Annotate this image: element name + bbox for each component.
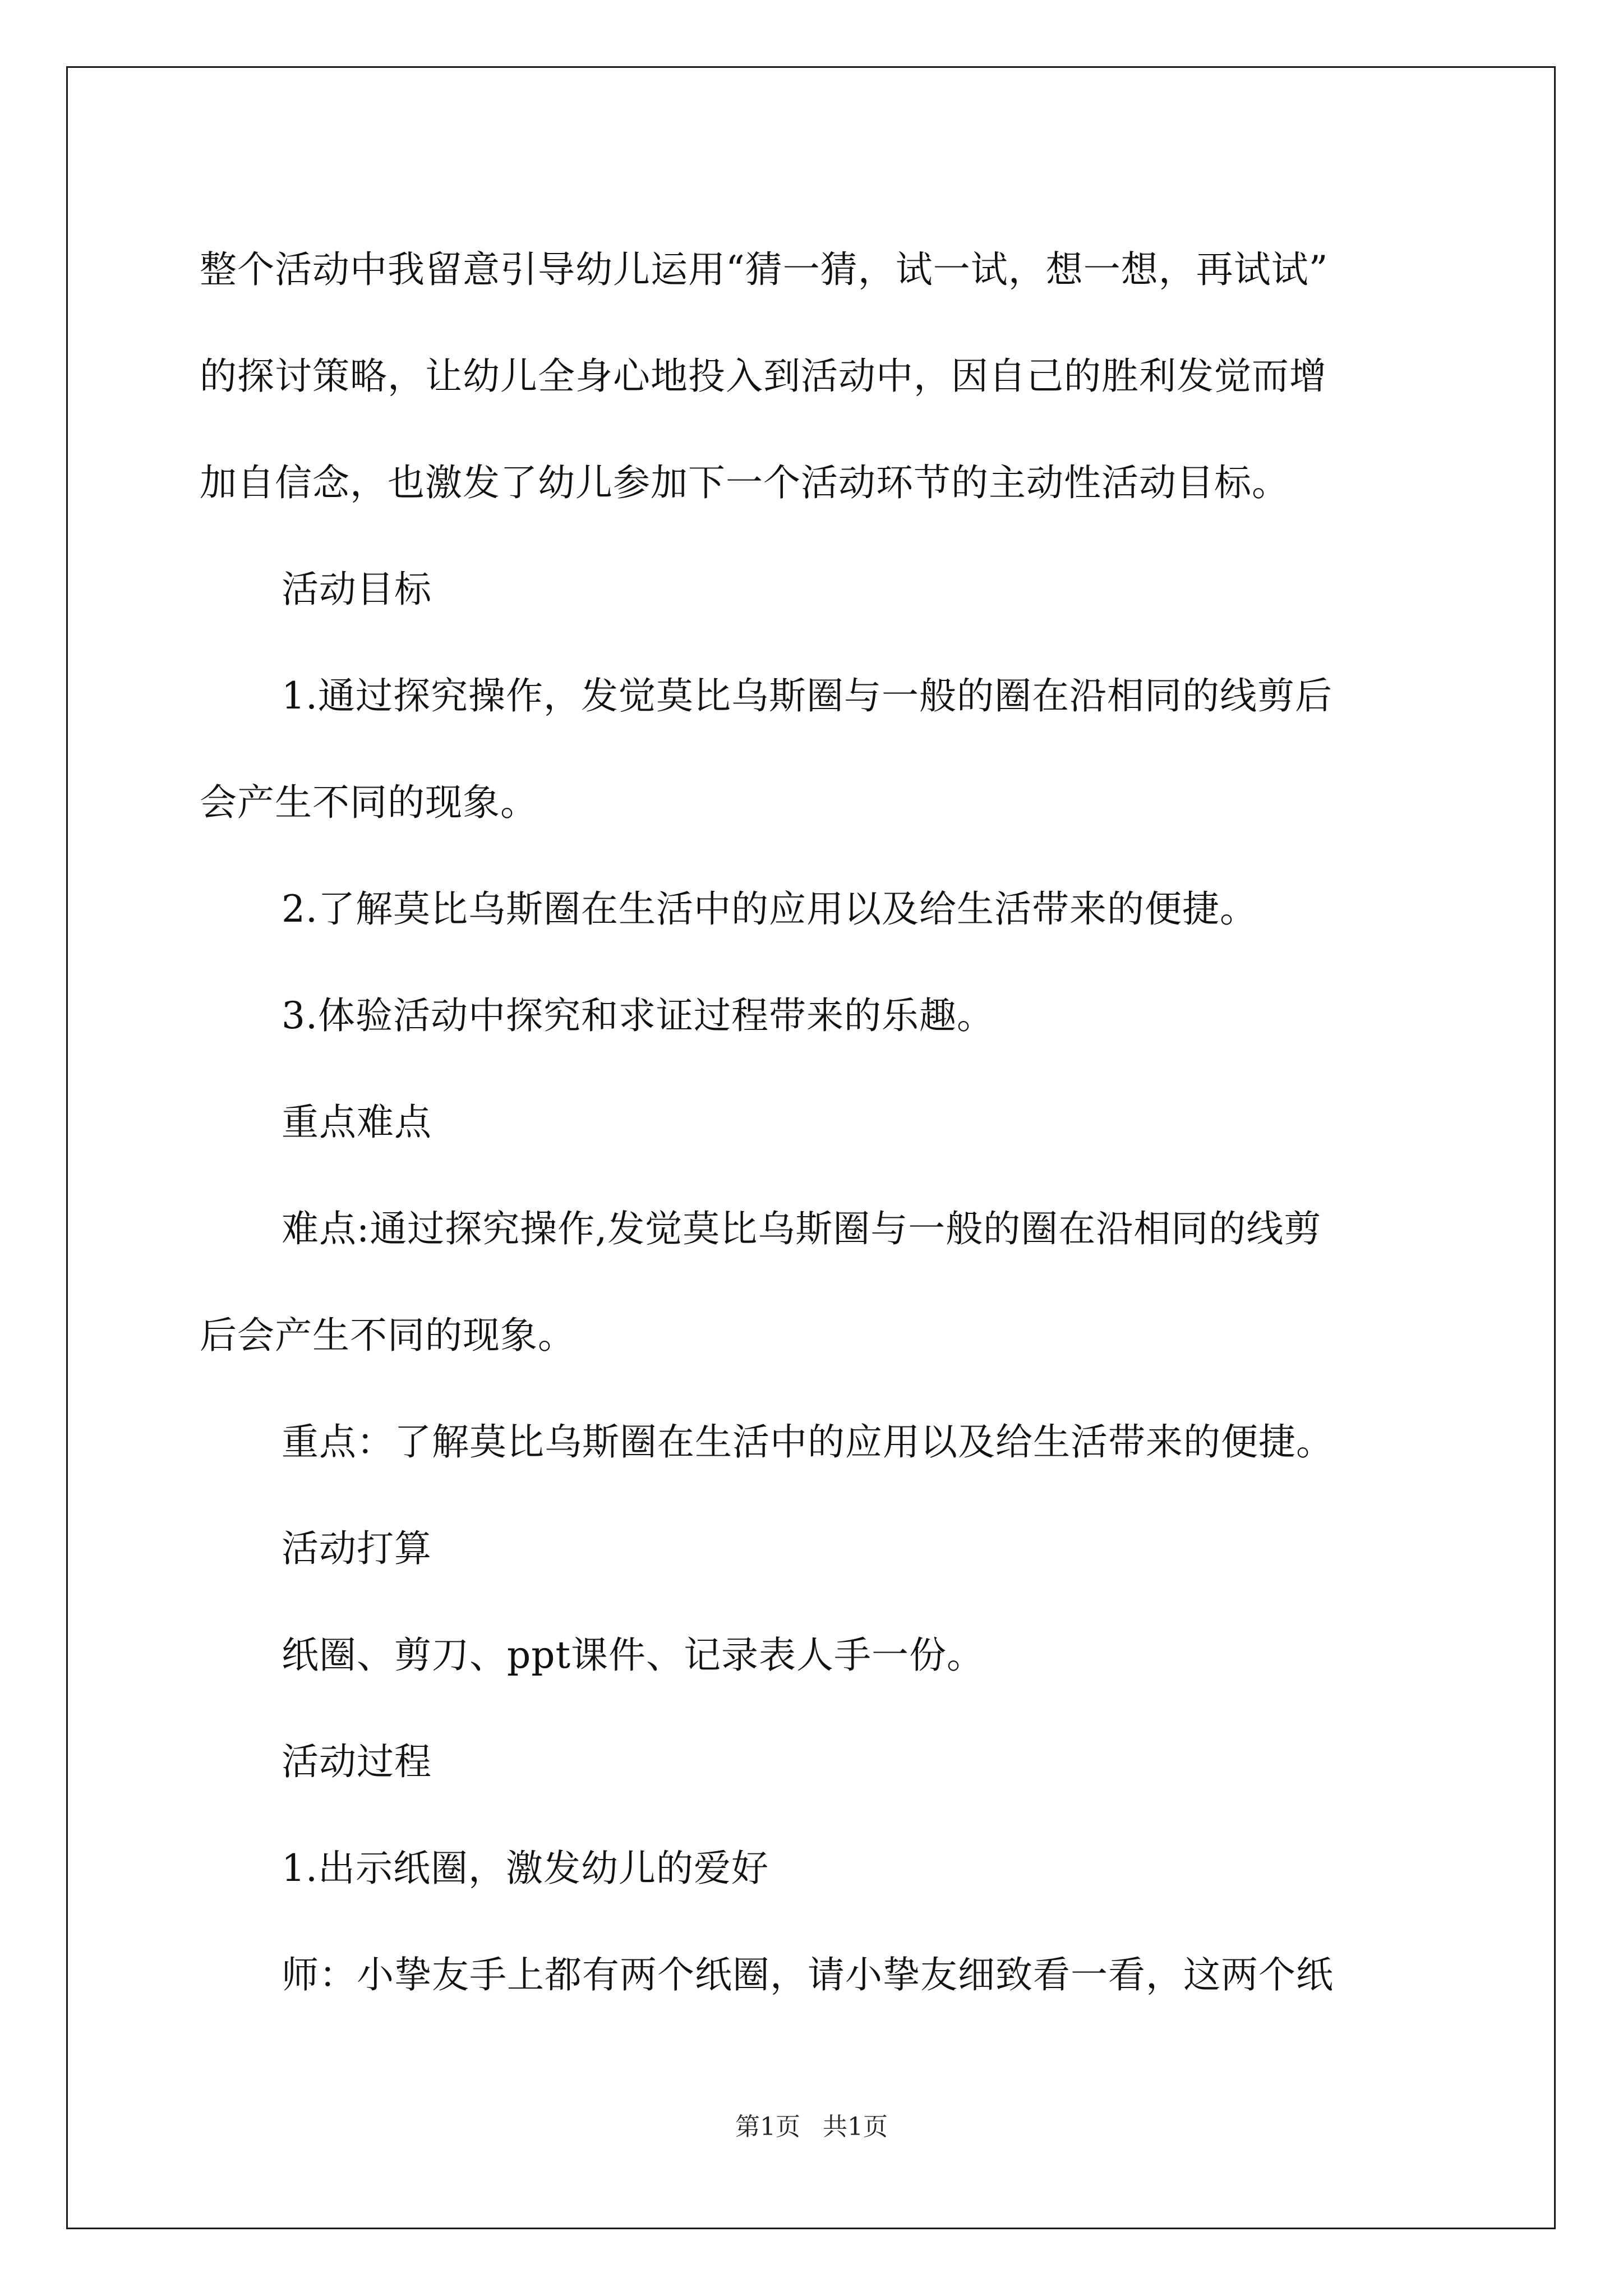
- page-current: 第1页: [735, 2113, 800, 2141]
- heading-key-difficult: 重点难点: [282, 1101, 432, 1144]
- difficulty-line-cont: 后会产生不同的现象。: [200, 1314, 575, 1357]
- document-body: [200, 217, 1433, 2028]
- line-3: 加自信念，也激发了幼儿参加下一个活动环节的主动性活动目标。: [200, 461, 1289, 504]
- line-2: 的探讨策略，让幼儿全身心地投入到活动中，因自己的胜利发觉而增: [200, 355, 1327, 398]
- goal-2: 2.了解莫比乌斯圈在生活中的应用以及给生活带来的便捷。: [282, 887, 1257, 931]
- page-footer: [0, 2106, 1623, 2142]
- teacher-line: 师：小挚友手上都有两个纸圈，请小挚友细致看一看，这两个纸: [282, 1953, 1334, 1996]
- difficulty-line: 难点:通过探究操作,发觉莫比乌斯圈与一般的圈在沿相同的线剪: [282, 1207, 1322, 1250]
- materials-line: 纸圈、剪刀、ppt课件、记录表人手一份。: [282, 1634, 985, 1677]
- key-point-line: 重点：了解莫比乌斯圈在生活中的应用以及给生活带来的便捷。: [282, 1420, 1334, 1464]
- heading-activity-goals: 活动目标: [282, 568, 432, 611]
- process-step-1: 1.出示纸圈，激发幼儿的爱好: [282, 1847, 769, 1890]
- page-total: 共1页: [823, 2113, 888, 2141]
- goal-1-cont: 会产生不同的现象。: [200, 781, 538, 824]
- line-1: 整个活动中我留意引导幼儿运用“猜一猜，试一试，想一想，再试试”: [200, 248, 1329, 291]
- heading-process: 活动过程: [282, 1740, 432, 1783]
- heading-preparation: 活动打算: [282, 1527, 432, 1570]
- goal-3: 3.体验活动中探究和求证过程带来的乐趣。: [282, 994, 994, 1037]
- goal-1: 1.通过探究操作，发觉莫比乌斯圈与一般的圈在沿相同的线剪后: [282, 674, 1332, 717]
